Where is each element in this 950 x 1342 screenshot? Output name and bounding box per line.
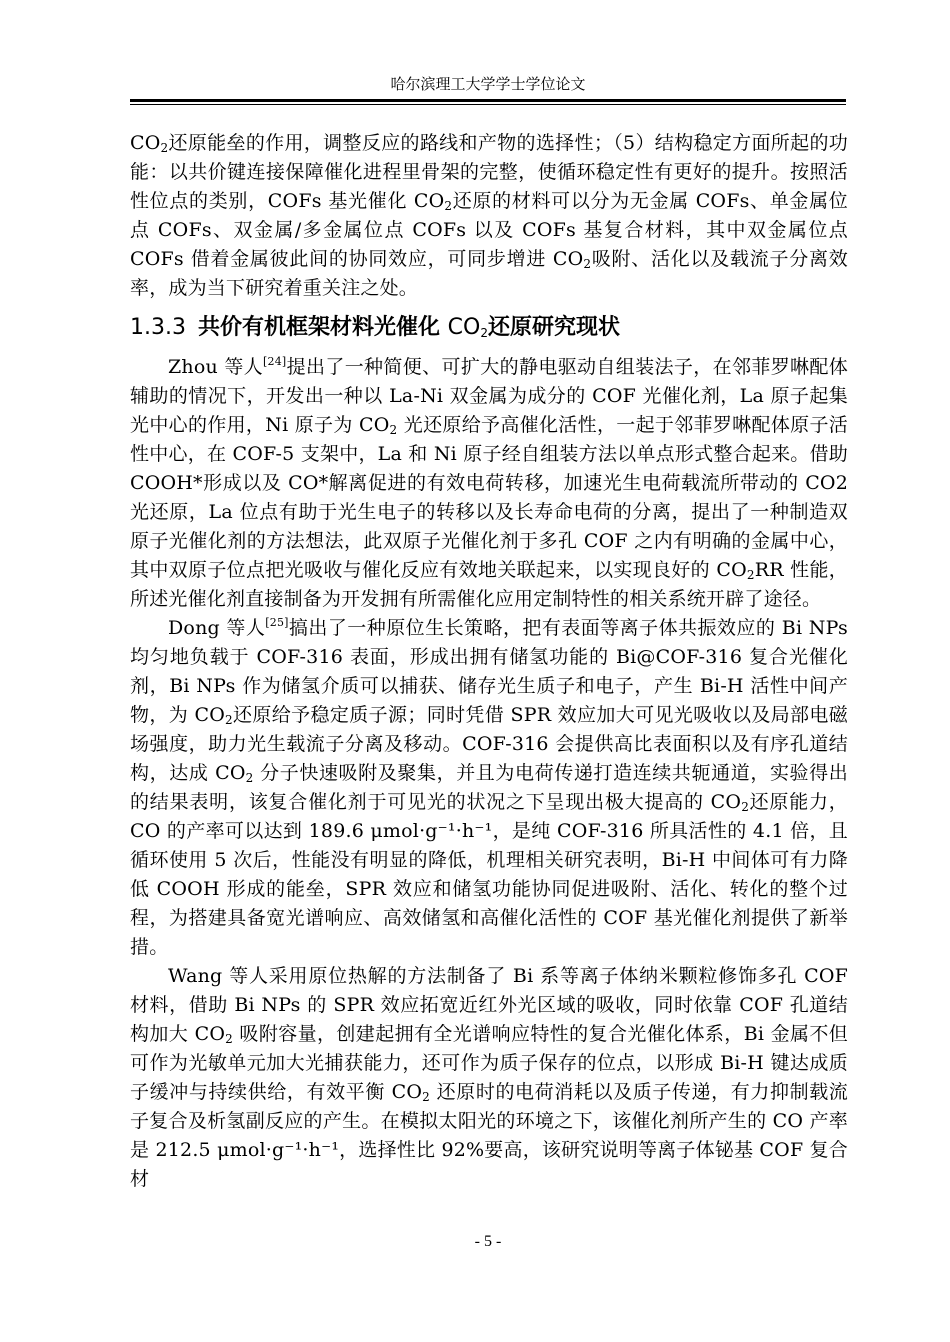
co2-formula: CO <box>215 762 246 784</box>
page-number: - 5 - <box>474 1233 502 1250</box>
subscript: 2 <box>422 1090 430 1104</box>
text-run: 分子快速吸附及聚集，并且为电荷传递打造连续共轭通道，实验得出的结果表明，该复合催化剂于可见光的状况之下呈现出极大提高的 <box>130 762 848 813</box>
section-heading <box>130 312 848 344</box>
citation-ref: [24] <box>263 355 287 368</box>
subscript: 2 <box>160 141 169 155</box>
subscript: 2 <box>225 713 233 727</box>
body-text <box>130 129 848 1194</box>
text-run: 还原能垒的作用，调整反应的路线和产物的选择性；（5）结构稳定方面所起的功能：以共价键连接保障催化进程里骨架的完整，使循环稳定性有更好的提升。按照活性位点的类别，COFs 基光催化 <box>130 132 848 212</box>
paragraph-zhou <box>130 353 848 614</box>
text-run: Wang 等人采用原位热解的方法制备了 Bi 系等离子体纳米颗粒修饰多孔 COF 材料，借助 Bi NPs 的 SPR 效应拓宽近红外光区域的吸收，同时依靠 COF 孔道结构加大 <box>130 965 848 1045</box>
subscript: 2 <box>583 257 592 271</box>
text-run: 提出了一种简便、可扩大的静电驱动自组装法子，在邻菲罗啉配体辅助的情况下，开发出一种以 La-Ni 双金属为成分的 COF 光催化剂，La 原子起集光中心的作用，Ni 原子为 <box>130 356 848 436</box>
text-run: 还原研究现状 <box>488 315 621 340</box>
subscript: 2 <box>444 199 453 213</box>
text-run: Dong 等人 <box>168 617 266 639</box>
paragraph-wang <box>130 962 848 1194</box>
section-number: 1.3.3 <box>130 315 186 340</box>
subscript: 2 <box>225 1032 233 1046</box>
text-run: RR 性能，所述光催化剂直接制备为开发拥有所需催化应用定制特性的相关系统开辟了途径。 <box>130 559 848 610</box>
co2-formula: CO <box>391 1081 423 1103</box>
paragraph-dong <box>130 614 848 962</box>
text-run: 还原的材料可以分为无金属 COFs、单金属位点 COFs、双金属/多金属位点 COFs 以及 COFs 基复合材料，其中双金属位点 COFs 借着金属彼此间的协同效应，可同步增进 <box>130 190 848 270</box>
text-run: 还原时的电荷消耗以及质子传递，有力抑制载流子复合及析氢副反应的产生。在模拟太阳光的环境之下，该催化剂所产生的 CO 产率是 212.5 μmol·g⁻¹·h⁻¹，选择性比 92%要高，该研究说明等离子体铋基 COF 复合材 <box>130 1081 848 1190</box>
citation-ref: [25] <box>265 616 289 629</box>
co2-formula: CO <box>130 132 161 154</box>
text-run: Zhou 等人 <box>168 356 264 378</box>
text-run: 搞出了一种原位生长策略，把有表面等离子体共振效应的 Bi NPs 均匀地负载于 COF-316 表面，形成出拥有储氢功能的 Bi@COF-316 复合光催化剂，Bi NPs 作为储氢介质可以捕获、储存光生质子和电子，产生 Bi-H 活性中间产物，为 <box>130 617 848 726</box>
co2-formula: CO <box>716 559 747 581</box>
subscript: 2 <box>746 568 755 582</box>
text-run: 还原给予稳定质子源；同时凭借 SPR 效应加大可见光吸收以及局部电磁场强度，助力光生载流子分离及移动。COF-316 会提供高比表面积以及有序孔道结构，达成 <box>130 704 848 784</box>
co2-formula: CO <box>552 248 584 270</box>
subscript: 2 <box>480 326 488 340</box>
co2-formula: CO <box>710 791 742 813</box>
text-run: 共价有机框架材料光催化 <box>197 315 440 340</box>
text-run: 光还原给予高催化活性，一起于邻菲罗啉配体原子活性中心，在 COF-5 支架中，La 和 Ni 原子经自组装方法以单点形式整合起来。借助 COOH*形成以及 CO*解离促进的有效电荷转移，加速光生电荷载流所带动的 CO2 光还原，La 位点有助于光生电子的转移以及长寿命电荷的分离，提出了一种制造双原子光催化剂的方法想法，此双原子光催化剂于多孔 COF 之内有明确的金属中心，其中双原子位点把光吸收与催化反应有效地关联起来，以实现良好的 <box>130 414 848 581</box>
text-run: 还原能力，CO 的产率可以达到 189.6 μmol·g⁻¹·h⁻¹，是纯 COF-316 所具活性的 4.1 倍，且循环使用 5 次后，性能没有明显的降低，机理相关研究表明，Bi-H 中间体可有力降低 COOH 形成的能垒，SPR 效应和储氢功能协同促进吸附、活化、转化的整个过程，为搭建具备宽光谱响应、高效储氢和高催化活性的 COF 基光催化剂提供了新举措。 <box>130 791 848 958</box>
paragraph-intro <box>130 129 848 303</box>
co2-formula: CO <box>194 704 226 726</box>
subscript: 2 <box>389 423 398 437</box>
co2-formula: CO <box>359 414 390 436</box>
running-header: 哈尔滨理工大学学士学位论文 <box>390 75 586 93</box>
header-rule-thick <box>130 99 846 102</box>
co2-formula: CO <box>194 1023 226 1045</box>
co2-formula: CO <box>413 190 445 212</box>
header-rule-thin <box>130 104 846 105</box>
subscript: 2 <box>245 771 254 785</box>
subscript: 2 <box>741 800 750 814</box>
text-run: 吸附、活化以及载流子分离效率，成为当下研究着重关注之处。 <box>130 248 848 299</box>
text-run: 吸附容量，创建起拥有全光谱响应特性的复合光催化体系，Bi 金属不但可作为光敏单元加大光捕获能力，还可作为质子保存的位点，以形成 Bi-H 键达成质子缓冲与持续供给，有效平衡 <box>130 1023 849 1103</box>
co2-formula: CO <box>447 315 481 340</box>
